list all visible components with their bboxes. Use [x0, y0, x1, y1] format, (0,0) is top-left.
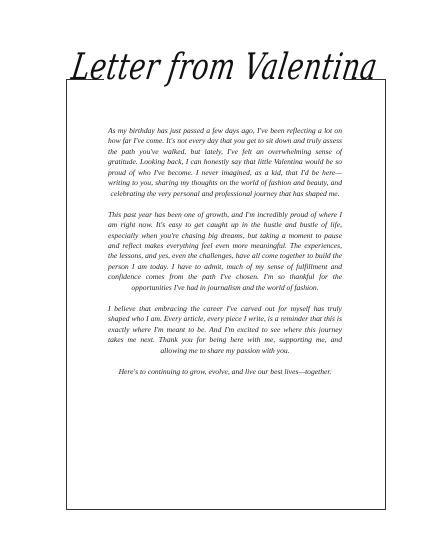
paragraph: Here's to continuing to grow, evolve, and live our best lives—together. [118, 366, 332, 376]
title-block [68, 36, 380, 98]
paragraph: This past year has been one of growth, and I'm incredibly proud of where I am right now. It's easy to get caught up in the hustle and bustle of life, especially when you're chasing big dreams, but taking a moment to pause and reflect makes everything feel even more meaningful. The experiences, the lessons, and yes, even the challenges, have all come together to build the person I am today. I have to admit, much of my sense of fulfillment and confidence comes from the path I've chosen. I'm so thankful for the opportunities I've had in journalism and the world of fashion. [108, 209, 342, 292]
letter-title: Letter from Valentina [68, 46, 380, 88]
paragraph: I believe that embracing the career I've carved out for myself has truly shaped who I am. Every article, every piece I write, is a reminder that this is exactly where I'm meant to be. And I'm excited to see where this journey takes me next. Thank you for being here with me, supporting me, and allowing me to share my passion with you. [108, 303, 342, 355]
letter-body [108, 126, 342, 388]
paragraph: As my birthday has just passed a few days ago, I've been reflecting a lot on how far I've come. It's not every day that you get to sit down and truly assess the path you've walked, but lately, I've felt an overwhelming sense of gratitude. Looking back, I can honestly say that little Valentina would be so proud of who I've become. I never imagined, as a kid, that I'd be here—writing to you, sharing my thoughts on the world of fashion and beauty, and celebrating the very personal and professional journey that has shaped me. [108, 126, 342, 198]
